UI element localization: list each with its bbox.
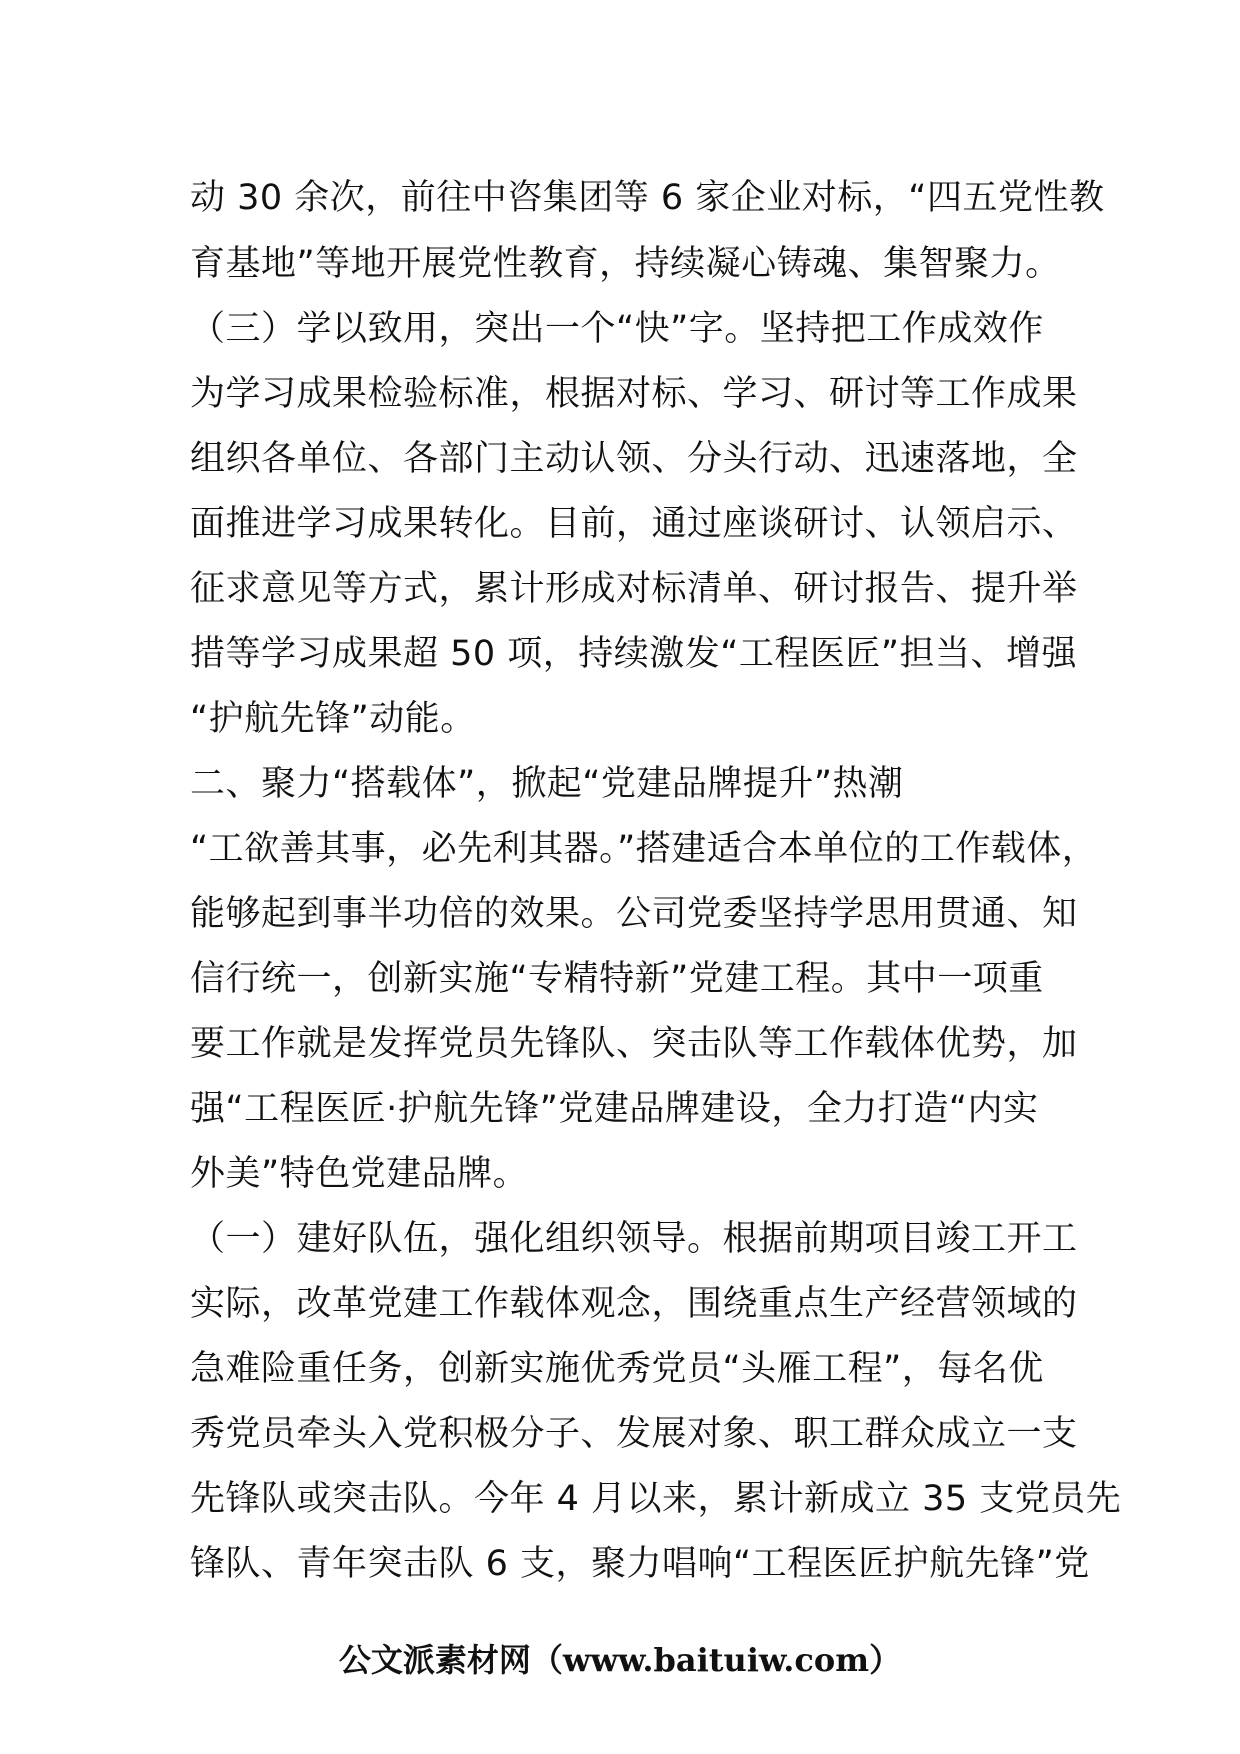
body-text-line: 急难险重任务，创新实施优秀党员“头雁工程”，每名优 (190, 1349, 1044, 1389)
body-text-line: 组织各单位、各部门主动认领、分头行动、迅速落地，全 (190, 439, 1078, 479)
footer-watermark: 公文派素材网（www.baituiw.com） (338, 1641, 902, 1679)
body-text-line: “护航先锋”动能。 (190, 699, 476, 739)
body-text-line: 锋队、青年突击队 6 支，聚力唱响“工程医匠护航先锋”党 (190, 1544, 1090, 1584)
body-text-line: 能够起到事半功倍的效果。公司党委坚持学思用贯通、知 (190, 894, 1078, 934)
body-text-line: 强“工程医匠·护航先锋”党建品牌建设，全力打造“内实 (190, 1089, 1039, 1129)
body-text-line: 实际，改革党建工作载体观念，围绕重点生产经营领域的 (190, 1284, 1078, 1324)
body-text-line: 措等学习成果超 50 项，持续激发“工程医匠”担当、增强 (190, 634, 1078, 674)
body-text-line: 育基地”等地开展党性教育，持续凝心铸魂、集智聚力。 (190, 244, 1061, 284)
body-text-line: 外美”特色党建品牌。 (190, 1154, 529, 1194)
body-text-line: 要工作就是发挥党员先锋队、突击队等工作载体优势，加 (190, 1024, 1078, 1064)
body-text-line: （一）建好队伍，强化组织领导。根据前期项目竣工开工 (190, 1219, 1078, 1259)
body-text-line: 秀党员牵头入党积极分子、发展对象、职工群众成立一支 (190, 1414, 1078, 1454)
body-text-line: 先锋队或突击队。今年 4 月以来，累计新成立 35 支党员先 (190, 1479, 1122, 1519)
body-text-line: 为学习成果检验标准，根据对标、学习、研讨等工作成果 (190, 374, 1078, 414)
body-text-line: （三）学以致用，突出一个“快”字。坚持把工作成效作 (190, 309, 1044, 349)
body-text-line: 动 30 余次，前往中咨集团等 6 家企业对标，“四五党性教 (190, 178, 1105, 218)
body-text-line: 征求意见等方式，累计形成对标清单、研讨报告、提升举 (190, 569, 1078, 609)
body-text-line: 面推进学习成果转化。目前，通过座谈研讨、认领启示、 (190, 504, 1078, 544)
body-text-line: 信行统一，创新实施“专精特新”党建工程。其中一项重 (190, 959, 1044, 999)
section-heading: 二、聚力“搭载体”，掀起“党建品牌提升”热潮 (190, 764, 904, 804)
body-text-line: “工欲善其事，必先利其器。”搭建适合本单位的工作载体， (190, 829, 1098, 869)
